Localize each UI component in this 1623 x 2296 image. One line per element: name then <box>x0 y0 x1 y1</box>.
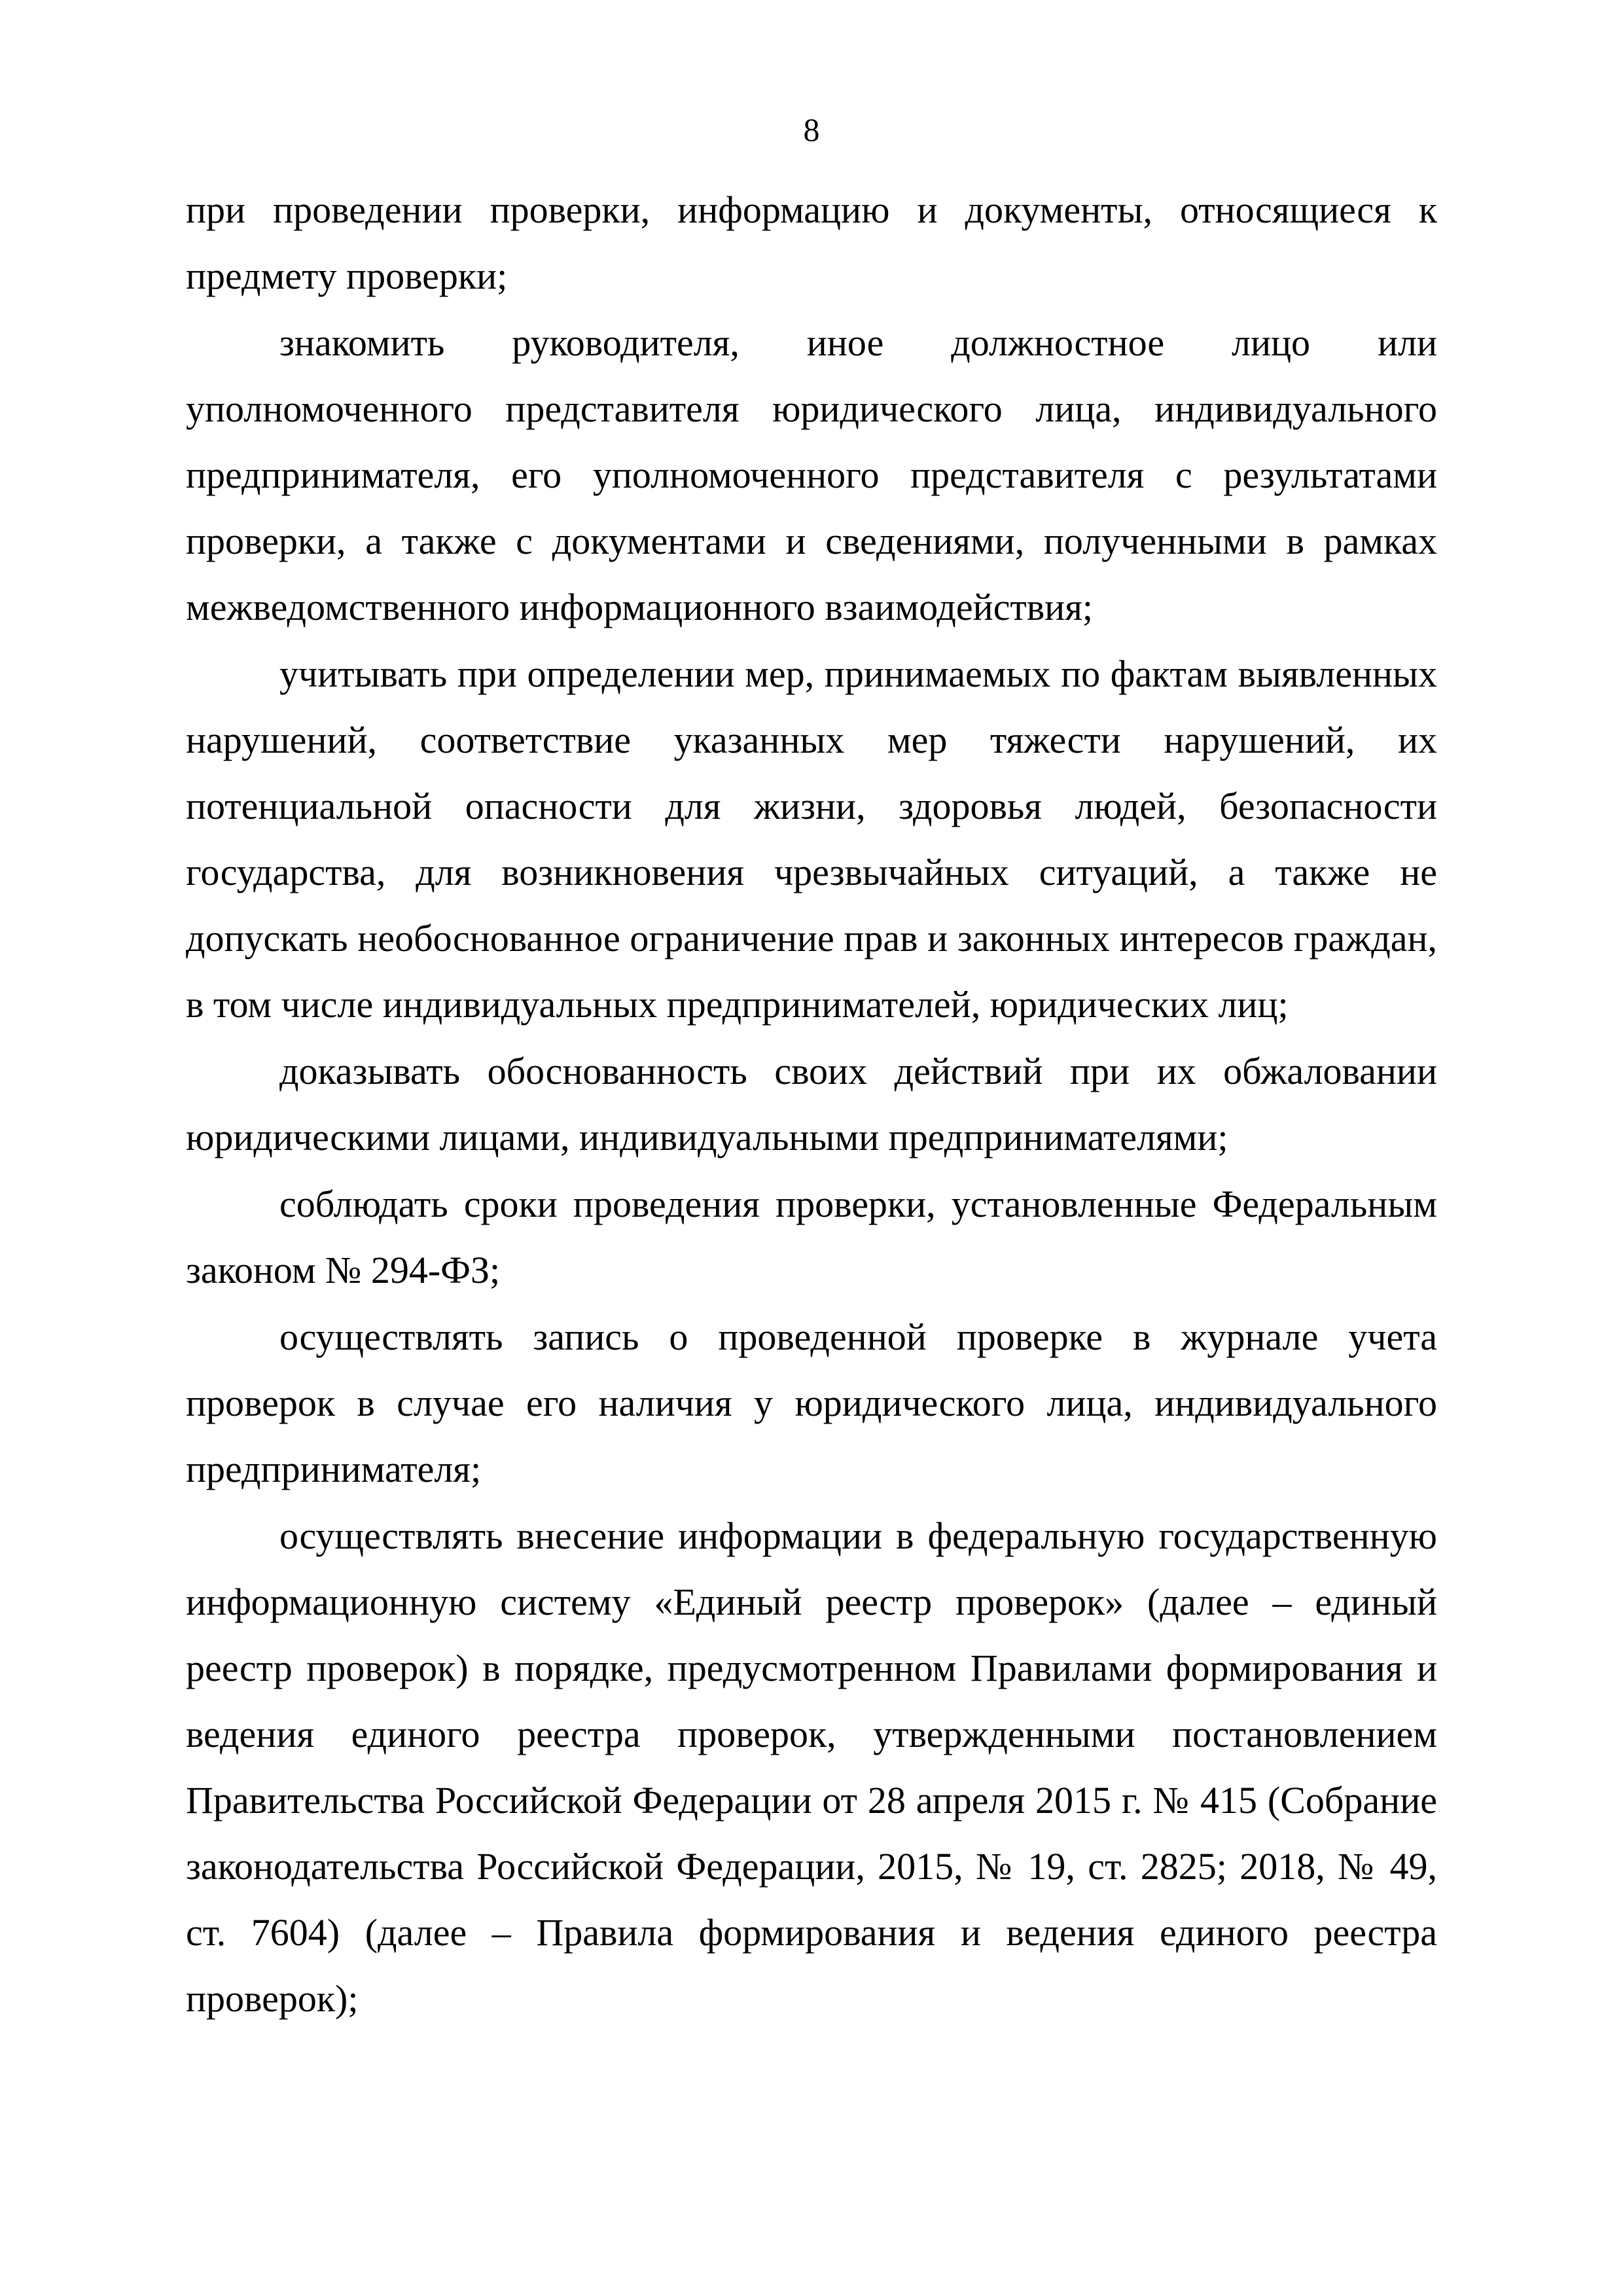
page-number: 8 <box>803 111 820 148</box>
paragraph-observe-deadlines: соблюдать сроки проведения проверки, установленные Федеральным законом № 294-ФЗ; <box>186 1183 1437 1291</box>
paragraph-acquaint-with-results: знакомить руководителя, иное должностное лицо или уполномоченного представителя юридического лица, индивидуального предпринимателя, его уполномоченного представителя с результатами проверки, а также с документами и сведениями, полученными в рамках межведомственного информационного взаимодействия; <box>186 321 1437 628</box>
paragraph-prove-validity: доказывать обоснованность своих действий при их обжаловании юридическими лицами, индивидуальными предпринимателями; <box>186 1050 1437 1158</box>
paragraph-journal-entry: осуществлять запись о проведенной проверке в журнале учета проверок в случае его наличия у юридического лица, индивидуального предпринимателя; <box>186 1316 1437 1490</box>
document-body <box>186 177 1437 2032</box>
paragraph-unified-registry: осуществлять внесение информации в федеральную государственную информационную систему «Единый реестр проверок» (далее – единый реестр проверок) в порядке, предусмотренном Правилами формирования и ведения единого реестра проверок, утвержденными постановлением Правительства Российской Федерации от 28 апреля 2015 г. № 415 (Собрание законодательства Российской Федерации, 2015, № 19, ст. 2825; 2018, № 49, ст. 7604) (далее – Правила формирования и ведения единого реестра проверок); <box>186 1515 1437 2020</box>
paragraph-consider-measures: учитывать при определении мер, принимаемых по фактам выявленных нарушений, соответствие указанных мер тяжести нарушений, их потенциальной опасности для жизни, здоровья людей, безопасности государства, для возникновения чрезвычайных ситуаций, а также не допускать необоснованное ограничение прав и законных интересов граждан, в том числе индивидуальных предпринимателей, юридических лиц; <box>186 653 1437 1026</box>
paragraph-continuation: при проведении проверки, информацию и документы, относящиеся к предмету проверки; <box>186 188 1437 297</box>
